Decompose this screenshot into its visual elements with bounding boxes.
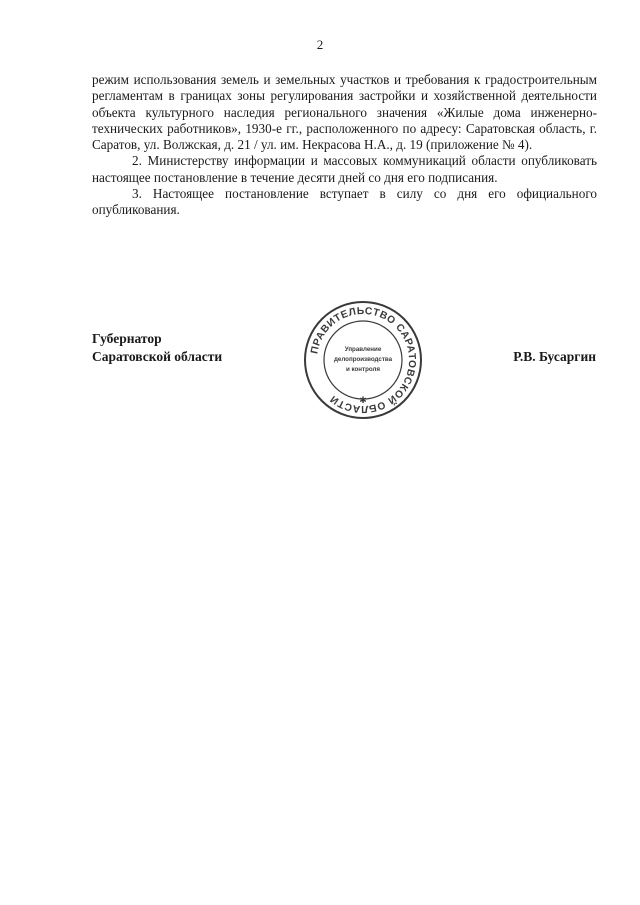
paragraph-continuation: режим использования земель и земельных участков и требования к градостроительным регламентам в границах зоны регулирования застройки и хозяйственной деятельности объекта культурного наследия регионального значения «Жилые дома инженерно-технических работников», 1930-е гг., расположенного по адресу: Саратовская область, г. Саратов, ул. Волжская, д. 21 / ул. им. Некрасова Н.А., д. 19 (приложение № 4).: [92, 72, 597, 153]
stamp-center-line-2: делопроизводства: [333, 356, 393, 363]
stamp-center-line-3: и контроля: [345, 366, 381, 373]
stamp-graphic: [302, 299, 424, 421]
signatory-position: [92, 330, 222, 366]
paragraph-item-3: 3. Настоящее постановление вступает в силу со дня его официального опубликования.: [92, 186, 597, 218]
stamp-ring-text: ПРАВИТЕЛЬСТВО САРАТОВСКОЙ ОБЛАСТИ: [309, 305, 418, 415]
signatory-name: Р.В. Бусаргин: [513, 349, 596, 364]
stamp-center-line-1: Управление: [344, 346, 382, 353]
stamp-star-icon: ✱: [359, 396, 367, 406]
document-body: [92, 72, 597, 219]
page-number: 2: [316, 37, 324, 52]
paragraph-item-2: 2. Министерству информации и массовых коммуникаций области опубликовать настоящее постановление в течение десяти дней со дня его подписания.: [92, 153, 597, 185]
official-stamp: [302, 299, 424, 421]
signatory-region: Саратовской области: [92, 349, 223, 364]
signatory-title: Губернатор: [92, 331, 162, 346]
